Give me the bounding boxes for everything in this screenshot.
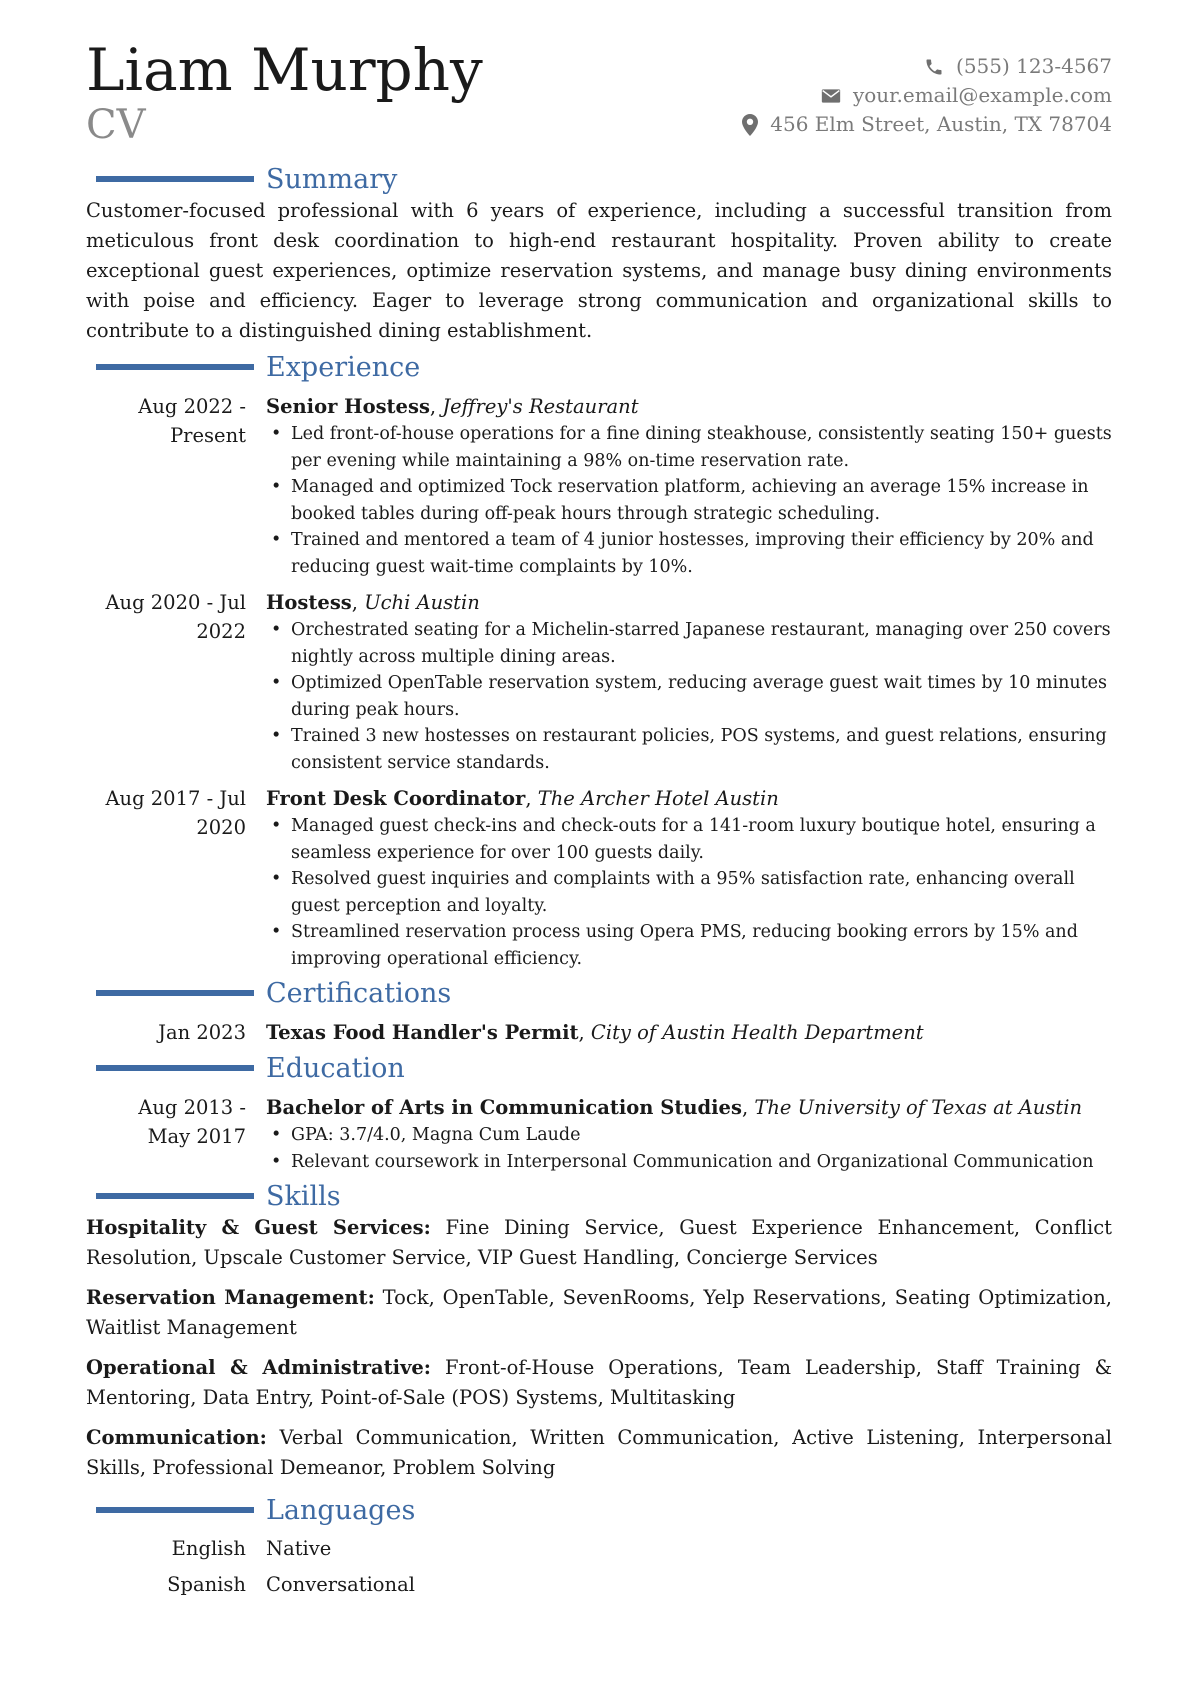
phone-icon	[924, 57, 944, 77]
experience-entry	[86, 392, 1112, 580]
entry-heading: Senior Hostess, Jeffrey's Restaurant	[266, 395, 639, 418]
section-title: Education	[266, 1052, 405, 1084]
language-level: Conversational	[266, 1573, 415, 1596]
entry-body	[266, 1093, 1112, 1175]
date-end: 2020	[196, 816, 246, 839]
bullet-item: • Resolved guest inquiries and complaints with a 95% satisfaction rate, enhancing overall guest perception and loyalty.	[291, 866, 1112, 919]
skill-group	[86, 1423, 1112, 1483]
job-title: Front Desk Coordinator	[266, 787, 526, 810]
entry-date	[86, 588, 266, 776]
entry-body	[266, 784, 1112, 972]
contact-phone	[742, 52, 1112, 81]
skill-label: Communication:	[86, 1426, 267, 1449]
address-text: 456 Elm Street, Austin, TX 78704	[770, 112, 1112, 136]
section-skills-heading	[86, 1179, 1112, 1213]
contact-info	[742, 52, 1112, 139]
bullet-item: • Managed and optimized Tock reservation platform, achieving an average 15% increase in booked tables during off-peak hours through strategic scheduling.	[291, 474, 1112, 527]
section-title: Languages	[266, 1494, 416, 1526]
experience-entry	[86, 784, 1112, 972]
bullet-item: • Trained and mentored a team of 4 junior hostesses, improving their efficiency by 20% and reducing guest wait-time complaints by 10%.	[291, 527, 1112, 580]
language-name: English	[171, 1537, 246, 1560]
envelope-icon	[821, 88, 841, 104]
entry-bullets	[266, 617, 1112, 776]
cv-page	[86, 36, 1113, 1599]
entry-date: Jan 2023	[158, 1021, 246, 1044]
skill-label: Operational & Administrative:	[86, 1356, 432, 1379]
bullet-item: • GPA: 3.7/4.0, Magna Cum Laude	[291, 1122, 1112, 1149]
section-bar	[96, 364, 254, 370]
person-name: Liam Murphy	[86, 36, 483, 104]
entry-bullets	[266, 421, 1112, 580]
job-title: Senior Hostess	[266, 395, 430, 418]
experience-entry	[86, 588, 1112, 776]
bullet-item: • Orchestrated seating for a Michelin-starred Japanese restaurant, managing over 250 covers nightly across multiple dining areas.	[291, 617, 1112, 670]
school: The University of Texas at Austin	[754, 1096, 1083, 1119]
section-education-heading	[86, 1051, 1112, 1085]
phone-text[interactable]: (555) 123-4567	[956, 54, 1112, 78]
section-title: Experience	[266, 351, 421, 383]
section-certifications-heading	[86, 976, 1112, 1010]
date-end: Present	[170, 424, 246, 447]
skill-group	[86, 1283, 1112, 1343]
section-bar	[96, 1065, 254, 1071]
skill-group	[86, 1353, 1112, 1413]
date-end: 2022	[196, 620, 246, 643]
entry-heading: Front Desk Coordinator, The Archer Hotel Austin	[266, 787, 779, 810]
issuer: City of Austin Health Department	[590, 1021, 924, 1044]
section-bar	[96, 1507, 254, 1513]
education-entry	[86, 1093, 1112, 1175]
bullet-item: • Led front-of-house operations for a fine dining steakhouse, consistently seating 150+ guests per evening while maintaining a 98% on-time reservation rate.	[291, 421, 1112, 474]
bullet-item: • Trained 3 new hostesses on restaurant policies, POS systems, and guest relations, ensuring consistent service standards.	[291, 723, 1112, 776]
entry-body	[266, 392, 1112, 580]
email-link[interactable]: your.email@example.com	[852, 83, 1112, 107]
date-end: May 2017	[147, 1125, 246, 1148]
section-bar	[96, 1193, 254, 1199]
section-bar	[96, 176, 254, 182]
entry-body	[266, 1018, 1112, 1047]
summary-text: Customer-focused professional with 6 years of experience, including a successful transition from meticulous front desk coordination to high-end restaurant hospitality. Proven ability to create exceptional guest experiences, optimize reservation systems, and manage busy dining environments with poise and efficiency. Eager to leverage strong communication and organizational skills to contribute to a distinguished dining establishment.	[86, 199, 1112, 342]
date-start: Aug 2017 - Jul	[105, 787, 246, 810]
bullet-item: • Streamlined reservation process using Opera PMS, reducing booking errors by 15% and improving operational efficiency.	[291, 919, 1112, 972]
entry-body	[266, 588, 1112, 776]
language-name: Spanish	[167, 1573, 246, 1596]
entry-heading: Texas Food Handler's Permit, City of Austin Health Department	[266, 1021, 924, 1044]
entry-bullets	[266, 1122, 1112, 1175]
entry-date	[86, 1093, 266, 1175]
bullet-item: • Managed guest check-ins and check-outs for a 141-room luxury boutique hotel, ensuring a seamless experience for over 100 guests daily.	[291, 813, 1112, 866]
job-title: Hostess	[266, 591, 352, 614]
degree: Bachelor of Arts in Communication Studies	[266, 1096, 742, 1119]
skill-list: Verbal Communication, Written Communication, Active Listening, Interpersonal Skills, Professional Demeanor, Problem Solving	[86, 1426, 1113, 1479]
section-summary-heading	[86, 162, 1112, 196]
language-level: Native	[266, 1537, 332, 1560]
employer: Uchi Austin	[364, 591, 480, 614]
date-start: Aug 2022 -	[138, 395, 246, 418]
bullet-item: • Relevant coursework in Interpersonal Communication and Organizational Communication	[291, 1149, 1112, 1176]
entry-heading: Bachelor of Arts in Communication Studies, The University of Texas at Austin	[266, 1096, 1083, 1119]
language-row	[86, 1570, 1112, 1599]
date-start: Aug 2013 -	[138, 1096, 246, 1119]
contact-email	[742, 81, 1112, 110]
language-row	[86, 1534, 1112, 1563]
certification-name: Texas Food Handler's Permit	[266, 1021, 579, 1044]
employer: The Archer Hotel Austin	[537, 787, 779, 810]
skill-label: Hospitality & Guest Services:	[86, 1216, 431, 1239]
entry-date	[86, 392, 266, 580]
skill-list: Fine Dining Service, Guest Experience Enhancement, Conflict Resolution, Upscale Customer Service, VIP Guest Handling, Concierge Services	[86, 1216, 1112, 1269]
employer: Jeffrey's Restaurant	[442, 395, 639, 418]
map-marker-icon	[742, 114, 758, 136]
skill-list: Tock, OpenTable, SevenRooms, Yelp Reservations, Seating Optimization, Waitlist Management	[86, 1286, 1112, 1339]
entry-date	[86, 784, 266, 972]
header	[86, 36, 1112, 158]
section-title: Skills	[266, 1180, 341, 1212]
entry-heading: Hostess, Uchi Austin	[266, 591, 480, 614]
document-subtitle: CV	[86, 101, 146, 148]
contact-address	[742, 110, 1112, 139]
section-experience-heading	[86, 350, 1112, 384]
entry-bullets	[266, 813, 1112, 972]
section-title: Summary	[266, 163, 398, 195]
date-start: Aug 2020 - Jul	[105, 591, 246, 614]
section-title: Certifications	[266, 977, 452, 1009]
skill-list: Front-of-House Operations, Team Leadership, Staff Training & Mentoring, Data Entry, Point-of-Sale (POS) Systems, Multitasking	[86, 1356, 1113, 1409]
bullet-item: • Optimized OpenTable reservation system, reducing average guest wait times by 10 minutes during peak hours.	[291, 670, 1112, 723]
certification-entry	[86, 1018, 1112, 1047]
section-bar	[96, 990, 254, 996]
section-languages-heading	[86, 1493, 1112, 1527]
skill-label: Reservation Management:	[86, 1286, 375, 1309]
skill-group	[86, 1213, 1112, 1273]
